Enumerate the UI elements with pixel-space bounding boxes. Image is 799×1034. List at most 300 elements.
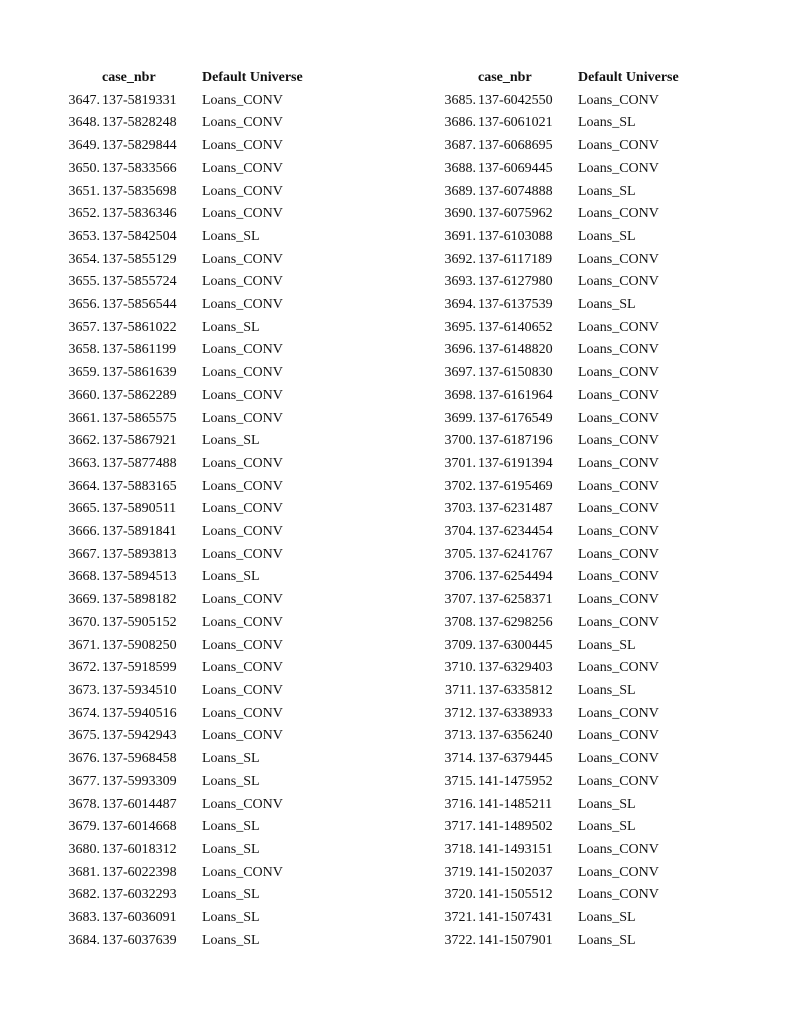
default-universe-cell: Loans_CONV	[578, 160, 659, 176]
table-row	[56, 612, 342, 635]
table-row	[432, 521, 718, 544]
case-nbr-cell: 137-5842504	[102, 228, 177, 244]
table-row	[432, 158, 718, 181]
case-nbr-cell: 137-6069445	[478, 160, 553, 176]
case-nbr-header: case_nbr	[102, 70, 156, 85]
default-universe-cell: Loans_SL	[202, 319, 260, 335]
case-nbr-cell: 137-5828248	[102, 115, 177, 131]
default-universe-cell: Loans_CONV	[202, 614, 283, 630]
row-number-cell: 3647.	[68, 92, 100, 108]
table-row	[432, 271, 718, 294]
case-nbr-header: case_nbr	[478, 70, 532, 85]
row-number-cell: 3689.	[444, 183, 476, 199]
row-number-cell: 3695.	[444, 319, 476, 335]
case-nbr-cell: 137-5862289	[102, 387, 177, 403]
table-row	[56, 544, 342, 567]
table-row	[56, 816, 342, 839]
case-nbr-cell: 137-6231487	[478, 501, 553, 517]
default-universe-cell: Loans_CONV	[202, 342, 283, 358]
row-number-cell: 3651.	[68, 183, 100, 199]
row-number-cell: 3722.	[444, 932, 476, 948]
row-number-cell: 3718.	[444, 841, 476, 857]
default-universe-cell: Loans_CONV	[202, 251, 283, 267]
default-universe-cell: Loans_CONV	[202, 637, 283, 653]
left-column-block	[56, 67, 342, 952]
default-universe-cell: Loans_CONV	[578, 592, 659, 608]
row-number-cell: 3682.	[68, 887, 100, 903]
row-number-cell: 3704.	[444, 524, 476, 540]
row-number-cell: 3712.	[444, 705, 476, 721]
default-universe-cell: Loans_SL	[202, 773, 260, 789]
default-universe-cell: Loans_CONV	[202, 206, 283, 222]
default-universe-cell: Loans_CONV	[202, 387, 283, 403]
table-row	[56, 657, 342, 680]
case-nbr-cell: 137-5942943	[102, 728, 177, 744]
case-nbr-cell: 137-5891841	[102, 524, 177, 540]
default-universe-cell: Loans_CONV	[578, 138, 659, 154]
default-universe-cell: Loans_SL	[202, 569, 260, 585]
case-nbr-cell: 137-6061021	[478, 115, 553, 131]
case-nbr-cell: 137-6103088	[478, 228, 553, 244]
right-column-block	[432, 67, 718, 952]
row-number-cell: 3684.	[68, 932, 100, 948]
case-nbr-cell: 137-6014487	[102, 796, 177, 812]
case-nbr-cell: 137-6195469	[478, 478, 553, 494]
row-number-cell: 3719.	[444, 864, 476, 880]
table-row	[56, 249, 342, 272]
default-universe-cell: Loans_CONV	[578, 342, 659, 358]
row-number-cell: 3708.	[444, 614, 476, 630]
case-nbr-cell: 141-1489502	[478, 819, 553, 835]
table-row	[432, 249, 718, 272]
default-universe-cell: Loans_SL	[202, 819, 260, 835]
default-universe-cell: Loans_CONV	[578, 546, 659, 562]
row-number-cell: 3687.	[444, 138, 476, 154]
default-universe-cell: Loans_CONV	[578, 274, 659, 290]
default-universe-cell: Loans_CONV	[578, 660, 659, 676]
default-universe-cell: Loans_SL	[578, 297, 636, 313]
table-row	[56, 339, 342, 362]
case-nbr-cell: 137-5894513	[102, 569, 177, 585]
row-number-cell: 3673.	[68, 682, 100, 698]
row-number-cell: 3697.	[444, 365, 476, 381]
case-nbr-cell: 137-6258371	[478, 592, 553, 608]
default-universe-cell: Loans_SL	[202, 228, 260, 244]
case-nbr-cell: 137-6014668	[102, 819, 177, 835]
case-nbr-cell: 141-1507901	[478, 932, 553, 948]
table-row	[56, 680, 342, 703]
table-row	[56, 362, 342, 385]
table-row	[432, 862, 718, 885]
table-row	[432, 294, 718, 317]
row-number-cell: 3692.	[444, 251, 476, 267]
case-nbr-cell: 137-5993309	[102, 773, 177, 789]
row-number-cell: 3693.	[444, 274, 476, 290]
table-row	[56, 703, 342, 726]
row-number-cell: 3685.	[444, 92, 476, 108]
case-nbr-cell: 137-5819331	[102, 92, 177, 108]
table-row	[56, 930, 342, 953]
case-nbr-cell: 137-6150830	[478, 365, 553, 381]
table-row	[56, 294, 342, 317]
row-number-cell: 3686.	[444, 115, 476, 131]
case-nbr-cell: 137-6191394	[478, 455, 553, 471]
default-universe-cell: Loans_CONV	[578, 751, 659, 767]
case-nbr-cell: 137-6036091	[102, 910, 177, 926]
default-universe-cell: Loans_CONV	[578, 773, 659, 789]
case-nbr-cell: 137-6379445	[478, 751, 553, 767]
row-number-cell: 3705.	[444, 546, 476, 562]
table-row	[56, 476, 342, 499]
table-row	[432, 498, 718, 521]
row-number-cell: 3668.	[68, 569, 100, 585]
case-nbr-cell: 137-5836346	[102, 206, 177, 222]
row-number-cell: 3655.	[68, 274, 100, 290]
default-universe-cell: Loans_CONV	[578, 524, 659, 540]
default-universe-cell: Loans_SL	[578, 183, 636, 199]
case-nbr-cell: 137-6356240	[478, 728, 553, 744]
default-universe-cell: Loans_SL	[578, 796, 636, 812]
table-row	[432, 816, 718, 839]
case-nbr-cell: 137-5855724	[102, 274, 177, 290]
case-nbr-cell: 141-1475952	[478, 773, 553, 789]
row-number-cell: 3656.	[68, 297, 100, 313]
table-row	[432, 317, 718, 340]
default-universe-cell: Loans_CONV	[578, 251, 659, 267]
default-universe-cell: Loans_SL	[578, 228, 636, 244]
row-number-cell: 3663.	[68, 455, 100, 471]
default-universe-header: Default Universe	[202, 70, 303, 85]
left-case-table	[56, 67, 342, 952]
case-nbr-cell: 137-6161964	[478, 387, 553, 403]
default-universe-cell: Loans_CONV	[202, 705, 283, 721]
row-number-cell: 3700.	[444, 433, 476, 449]
table-row	[432, 566, 718, 589]
row-number-cell: 3665.	[68, 501, 100, 517]
row-number-cell: 3721.	[444, 910, 476, 926]
table-row	[432, 112, 718, 135]
row-number-cell: 3714.	[444, 751, 476, 767]
table-row	[432, 748, 718, 771]
row-number-cell: 3648.	[68, 115, 100, 131]
case-nbr-cell: 137-6176549	[478, 410, 553, 426]
default-universe-cell: Loans_CONV	[578, 319, 659, 335]
default-universe-cell: Loans_CONV	[578, 433, 659, 449]
case-nbr-cell: 137-5890511	[102, 501, 177, 517]
row-number-cell: 3654.	[68, 251, 100, 267]
default-universe-cell: Loans_SL	[578, 115, 636, 131]
table-row	[432, 362, 718, 385]
table-row	[432, 544, 718, 567]
default-universe-cell: Loans_CONV	[202, 365, 283, 381]
case-nbr-cell: 137-5829844	[102, 138, 177, 154]
row-number-cell: 3650.	[68, 160, 100, 176]
row-number-cell: 3679.	[68, 819, 100, 835]
table-row	[432, 703, 718, 726]
table-row	[56, 566, 342, 589]
case-nbr-cell: 137-6018312	[102, 841, 177, 857]
table-row	[56, 112, 342, 135]
case-nbr-cell: 137-5855129	[102, 251, 177, 267]
table-row	[432, 930, 718, 953]
default-universe-cell: Loans_CONV	[202, 410, 283, 426]
default-universe-cell: Loans_CONV	[578, 501, 659, 517]
row-number-cell: 3720.	[444, 887, 476, 903]
default-universe-cell: Loans_CONV	[578, 614, 659, 630]
case-nbr-cell: 137-6075962	[478, 206, 553, 222]
table-row	[432, 430, 718, 453]
case-nbr-cell: 137-5898182	[102, 592, 177, 608]
table-row	[56, 794, 342, 817]
case-nbr-cell: 137-5893813	[102, 546, 177, 562]
row-number-cell: 3664.	[68, 478, 100, 494]
row-number-cell: 3661.	[68, 410, 100, 426]
row-number-cell: 3659.	[68, 365, 100, 381]
table-row	[432, 135, 718, 158]
table-row	[432, 680, 718, 703]
case-nbr-cell: 137-6037639	[102, 932, 177, 948]
row-number-cell: 3690.	[444, 206, 476, 222]
row-number-cell: 3709.	[444, 637, 476, 653]
case-nbr-cell: 137-6241767	[478, 546, 553, 562]
row-number-cell: 3706.	[444, 569, 476, 585]
default-universe-cell: Loans_SL	[202, 841, 260, 857]
case-nbr-cell: 137-6338933	[478, 705, 553, 721]
row-number-cell: 3671.	[68, 637, 100, 653]
default-universe-cell: Loans_CONV	[578, 864, 659, 880]
table-row	[56, 430, 342, 453]
table-row	[56, 317, 342, 340]
case-nbr-cell: 137-6074888	[478, 183, 553, 199]
default-universe-cell: Loans_CONV	[202, 455, 283, 471]
default-universe-cell: Loans_CONV	[578, 365, 659, 381]
table-row	[432, 771, 718, 794]
default-universe-cell: Loans_CONV	[202, 501, 283, 517]
case-nbr-cell: 141-1507431	[478, 910, 553, 926]
default-universe-cell: Loans_CONV	[202, 796, 283, 812]
table-row	[432, 589, 718, 612]
row-number-cell: 3717.	[444, 819, 476, 835]
case-nbr-cell: 137-5835698	[102, 183, 177, 199]
table-row	[432, 476, 718, 499]
case-nbr-cell: 137-6137539	[478, 297, 553, 313]
table-row	[432, 203, 718, 226]
table-row	[432, 181, 718, 204]
default-universe-cell: Loans_CONV	[202, 92, 283, 108]
table-row	[56, 181, 342, 204]
table-row	[432, 657, 718, 680]
table-row	[56, 748, 342, 771]
table-row	[432, 612, 718, 635]
row-number-cell: 3677.	[68, 773, 100, 789]
case-nbr-cell: 137-5968458	[102, 751, 177, 767]
table-row	[56, 884, 342, 907]
table-row	[432, 339, 718, 362]
default-universe-cell: Loans_CONV	[578, 569, 659, 585]
table-row	[432, 839, 718, 862]
row-number-cell: 3662.	[68, 433, 100, 449]
table-row	[432, 453, 718, 476]
table-row	[56, 589, 342, 612]
default-universe-cell: Loans_CONV	[202, 478, 283, 494]
table-row	[56, 498, 342, 521]
case-nbr-cell: 137-5861022	[102, 319, 177, 335]
default-universe-cell: Loans_SL	[202, 751, 260, 767]
default-universe-cell: Loans_CONV	[578, 92, 659, 108]
table-row	[56, 408, 342, 431]
row-number-cell: 3675.	[68, 728, 100, 744]
row-number-cell: 3691.	[444, 228, 476, 244]
case-nbr-cell: 137-5908250	[102, 637, 177, 653]
case-nbr-cell: 137-6335812	[478, 682, 553, 698]
row-number-cell: 3716.	[444, 796, 476, 812]
right-header-row	[432, 67, 718, 90]
case-nbr-cell: 137-6042550	[478, 92, 553, 108]
case-nbr-cell: 137-6127980	[478, 274, 553, 290]
case-nbr-cell: 137-6234454	[478, 524, 553, 540]
row-number-cell: 3678.	[68, 796, 100, 812]
default-universe-cell: Loans_SL	[202, 433, 260, 449]
table-row	[56, 725, 342, 748]
case-nbr-cell: 137-5883165	[102, 478, 177, 494]
row-number-cell: 3657.	[68, 319, 100, 335]
default-universe-cell: Loans_CONV	[202, 660, 283, 676]
default-universe-cell: Loans_SL	[578, 819, 636, 835]
table-row	[56, 862, 342, 885]
table-row	[56, 839, 342, 862]
row-number-cell: 3680.	[68, 841, 100, 857]
row-number-cell: 3702.	[444, 478, 476, 494]
default-universe-cell: Loans_SL	[578, 932, 636, 948]
table-row	[432, 385, 718, 408]
default-universe-cell: Loans_SL	[578, 682, 636, 698]
left-table-body	[56, 90, 342, 953]
row-number-header	[432, 67, 477, 90]
default-universe-cell: Loans_CONV	[202, 297, 283, 313]
default-universe-cell: Loans_CONV	[202, 682, 283, 698]
case-nbr-cell: 137-6254494	[478, 569, 553, 585]
row-number-cell: 3670.	[68, 614, 100, 630]
case-nbr-cell: 137-6022398	[102, 864, 177, 880]
row-number-cell: 3696.	[444, 342, 476, 358]
left-header-row	[56, 67, 342, 90]
table-row	[432, 226, 718, 249]
default-universe-cell: Loans_CONV	[578, 206, 659, 222]
case-nbr-cell: 137-5905152	[102, 614, 177, 630]
default-universe-cell: Loans_SL	[578, 637, 636, 653]
default-universe-cell: Loans_CONV	[578, 387, 659, 403]
row-number-cell: 3698.	[444, 387, 476, 403]
row-number-cell: 3713.	[444, 728, 476, 744]
default-universe-cell: Loans_CONV	[202, 274, 283, 290]
case-nbr-cell: 137-5877488	[102, 455, 177, 471]
case-nbr-cell: 141-1502037	[478, 864, 553, 880]
default-universe-cell: Loans_CONV	[202, 864, 283, 880]
table-row	[56, 907, 342, 930]
row-number-cell: 3701.	[444, 455, 476, 471]
row-number-cell: 3666.	[68, 524, 100, 540]
default-universe-cell: Loans_CONV	[578, 705, 659, 721]
row-number-cell: 3703.	[444, 501, 476, 517]
case-nbr-cell: 141-1485211	[478, 796, 553, 812]
default-universe-cell: Loans_SL	[202, 910, 260, 926]
row-number-cell: 3711.	[445, 682, 476, 698]
default-universe-cell: Loans_CONV	[202, 115, 283, 131]
default-universe-cell: Loans_CONV	[202, 160, 283, 176]
case-nbr-cell: 137-5856544	[102, 297, 177, 313]
case-nbr-cell: 137-6148820	[478, 342, 553, 358]
default-universe-cell: Loans_CONV	[578, 887, 659, 903]
row-number-cell: 3660.	[68, 387, 100, 403]
table-row	[56, 158, 342, 181]
default-universe-cell: Loans_CONV	[578, 410, 659, 426]
row-number-cell: 3688.	[444, 160, 476, 176]
default-universe-cell: Loans_SL	[578, 910, 636, 926]
case-nbr-cell: 137-5940516	[102, 705, 177, 721]
case-nbr-cell: 137-6329403	[478, 660, 553, 676]
row-number-cell: 3694.	[444, 297, 476, 313]
row-number-header	[56, 67, 101, 90]
default-universe-cell: Loans_CONV	[578, 455, 659, 471]
row-number-cell: 3649.	[68, 138, 100, 154]
table-row	[56, 135, 342, 158]
default-universe-cell: Loans_CONV	[202, 183, 283, 199]
table-row	[432, 408, 718, 431]
default-universe-cell: Loans_CONV	[578, 728, 659, 744]
table-row	[432, 725, 718, 748]
default-universe-cell: Loans_SL	[202, 887, 260, 903]
case-nbr-cell: 137-5918599	[102, 660, 177, 676]
table-row	[56, 453, 342, 476]
row-number-cell: 3683.	[68, 910, 100, 926]
case-nbr-cell: 137-6300445	[478, 637, 553, 653]
row-number-cell: 3710.	[444, 660, 476, 676]
default-universe-cell: Loans_CONV	[202, 592, 283, 608]
case-nbr-cell: 137-5867921	[102, 433, 177, 449]
table-row	[56, 635, 342, 658]
row-number-cell: 3699.	[444, 410, 476, 426]
row-number-cell: 3715.	[444, 773, 476, 789]
default-universe-header: Default Universe	[578, 70, 679, 85]
table-row	[432, 635, 718, 658]
row-number-cell: 3667.	[68, 546, 100, 562]
row-number-cell: 3707.	[444, 592, 476, 608]
case-nbr-cell: 137-6140652	[478, 319, 553, 335]
case-nbr-cell: 137-5934510	[102, 682, 177, 698]
case-nbr-cell: 137-6298256	[478, 614, 553, 630]
case-nbr-cell: 137-6032293	[102, 887, 177, 903]
case-nbr-cell: 137-5833566	[102, 160, 177, 176]
table-row	[432, 884, 718, 907]
table-row	[432, 90, 718, 113]
right-case-table	[432, 67, 718, 952]
case-nbr-cell: 137-6187196	[478, 433, 553, 449]
row-number-cell: 3672.	[68, 660, 100, 676]
default-universe-cell: Loans_CONV	[202, 138, 283, 154]
case-nbr-cell: 137-5861639	[102, 365, 177, 381]
case-nbr-cell: 137-5865575	[102, 410, 177, 426]
default-universe-cell: Loans_CONV	[202, 524, 283, 540]
row-number-cell: 3669.	[68, 592, 100, 608]
default-universe-cell: Loans_CONV	[578, 478, 659, 494]
table-row	[56, 521, 342, 544]
table-row	[432, 794, 718, 817]
default-universe-cell: Loans_CONV	[578, 841, 659, 857]
default-universe-cell: Loans_SL	[202, 932, 260, 948]
table-row	[56, 203, 342, 226]
row-number-cell: 3676.	[68, 751, 100, 767]
table-row	[56, 385, 342, 408]
